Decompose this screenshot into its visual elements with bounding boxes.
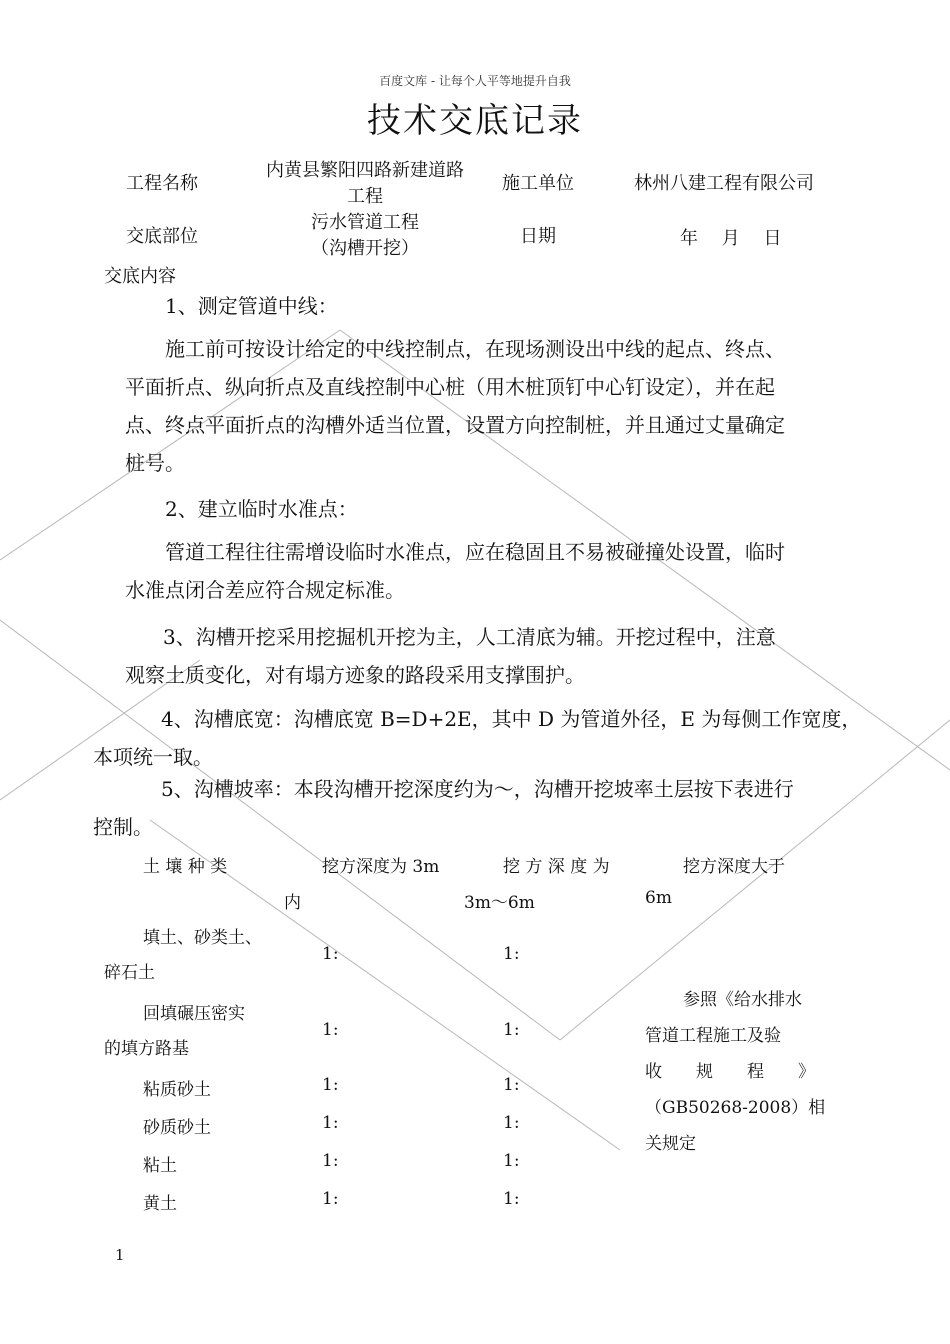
section-1-title: 1、测定管道中线： <box>165 294 338 318</box>
table-cell-ratio: 1: <box>503 1075 520 1095</box>
section-1-line: 平面折点、纵向折点及直线控制中心桩（用木桩顶钉中心钉设定），并在起 <box>125 375 775 399</box>
section-3-line: 3、沟槽开挖采用挖掘机开挖为主，人工清底为辅。开挖过程中，注意 <box>163 625 776 649</box>
section-5-body <box>93 770 794 846</box>
table-header-depth-6m-cont: 6m <box>645 888 672 908</box>
project-name-label: 工程名称 <box>126 173 198 194</box>
table-cell-ratio: 1: <box>322 1075 339 1095</box>
section-3-line: 观察土质变化，对有塌方迹象的路段采用支撑围护。 <box>125 663 585 687</box>
section-2-title: 2、建立临时水准点： <box>165 497 358 521</box>
table-row-soil: 砂质砂土 <box>143 1118 211 1138</box>
part-label: 交底部位 <box>126 226 198 247</box>
section-4-body <box>93 700 861 776</box>
part-line2: （沟槽开挖） <box>311 238 419 259</box>
project-name-line1: 内黄县繁阳四路新建道路 <box>266 160 464 181</box>
table-header-depth-3m-cont: 内 <box>284 893 301 913</box>
table-note: 关规定 <box>645 1134 696 1154</box>
table-header-depth-3-6m: 挖 方 深 度 为 <box>503 857 610 877</box>
table-cell-ratio: 1: <box>503 1151 520 1171</box>
table-cell-ratio: 1: <box>322 1020 339 1040</box>
section-4-line: 4、沟槽底宽：沟槽底宽 B=D+2E，其中 D 为管道外径，E 为每侧工作宽度， <box>161 707 862 731</box>
builder-label: 施工单位 <box>502 173 574 194</box>
section-1-line: 施工前可按设计给定的中线控制点，在现场测设出中线的起点、终点、 <box>165 337 785 361</box>
table-row-soil: 黄土 <box>143 1194 177 1214</box>
section-2-line: 水准点闭合差应符合规定标准。 <box>125 578 405 602</box>
section-2-line: 管道工程往往需增设临时水准点，应在稳固且不易被碰撞处设置，临时 <box>165 540 785 564</box>
page-title: 技术交底记录 <box>367 101 583 141</box>
table-note: 管道工程施工及验 <box>645 1026 781 1046</box>
section-5-line: 控制。 <box>93 815 153 839</box>
table-header-depth-3-6m-cont: 3m～6m <box>464 893 535 913</box>
content-label: 交底内容 <box>104 266 176 287</box>
table-header-depth-3m: 挖方深度为 3m <box>322 857 440 877</box>
part-line1: 污水管道工程 <box>311 212 419 233</box>
table-cell-ratio: 1: <box>322 1113 339 1133</box>
section-3-body <box>125 618 776 694</box>
section-1-line: 桩号。 <box>125 451 185 475</box>
project-name-line2: 工程 <box>347 186 383 207</box>
table-row-soil: 填土、砂类土、 <box>143 928 262 948</box>
table-row-soil: 粘质砂土 <box>143 1080 211 1100</box>
section-1-body <box>125 330 785 482</box>
table-cell-ratio: 1: <box>503 944 520 964</box>
builder-value: 林州八建工程有限公司 <box>634 173 814 194</box>
page-header: 百度文库 - 让每个人平等地提升自我 <box>379 74 571 88</box>
table-row-soil: 回填碾压密实 <box>143 1004 245 1024</box>
table-note: 收 规 程 》 <box>645 1062 815 1082</box>
date-label: 日期 <box>520 226 556 247</box>
section-1-line: 点、终点平面折点的沟槽外适当位置，设置方向控制桩，并且通过丈量确定 <box>125 413 785 437</box>
table-row-soil: 粘土 <box>143 1156 177 1176</box>
date-value: 年 月 日 <box>680 228 782 249</box>
table-cell-ratio: 1: <box>322 1151 339 1171</box>
section-5-line: 5、沟槽坡率：本段沟槽开挖深度约为～，沟槽开挖坡率土层按下表进行 <box>161 777 794 801</box>
section-4-line: 本项统一取。 <box>93 745 213 769</box>
table-cell-ratio: 1: <box>322 944 339 964</box>
table-note: （GB50268-2008）相 <box>645 1098 826 1118</box>
table-header-soil: 土 壤 种 类 <box>143 857 228 877</box>
table-cell-ratio: 1: <box>322 1189 339 1209</box>
page-number: 1 <box>115 1246 125 1264</box>
table-note: 参照《给水排水 <box>683 990 802 1010</box>
table-header-depth-6m: 挖方深度大于 <box>683 857 785 877</box>
table-row-soil-cont: 碎石土 <box>104 963 155 983</box>
table-cell-ratio: 1: <box>503 1113 520 1133</box>
table-cell-ratio: 1: <box>503 1189 520 1209</box>
table-cell-ratio: 1: <box>503 1020 520 1040</box>
table-row-soil-cont: 的填方路基 <box>104 1039 189 1059</box>
section-2-body <box>125 533 785 609</box>
